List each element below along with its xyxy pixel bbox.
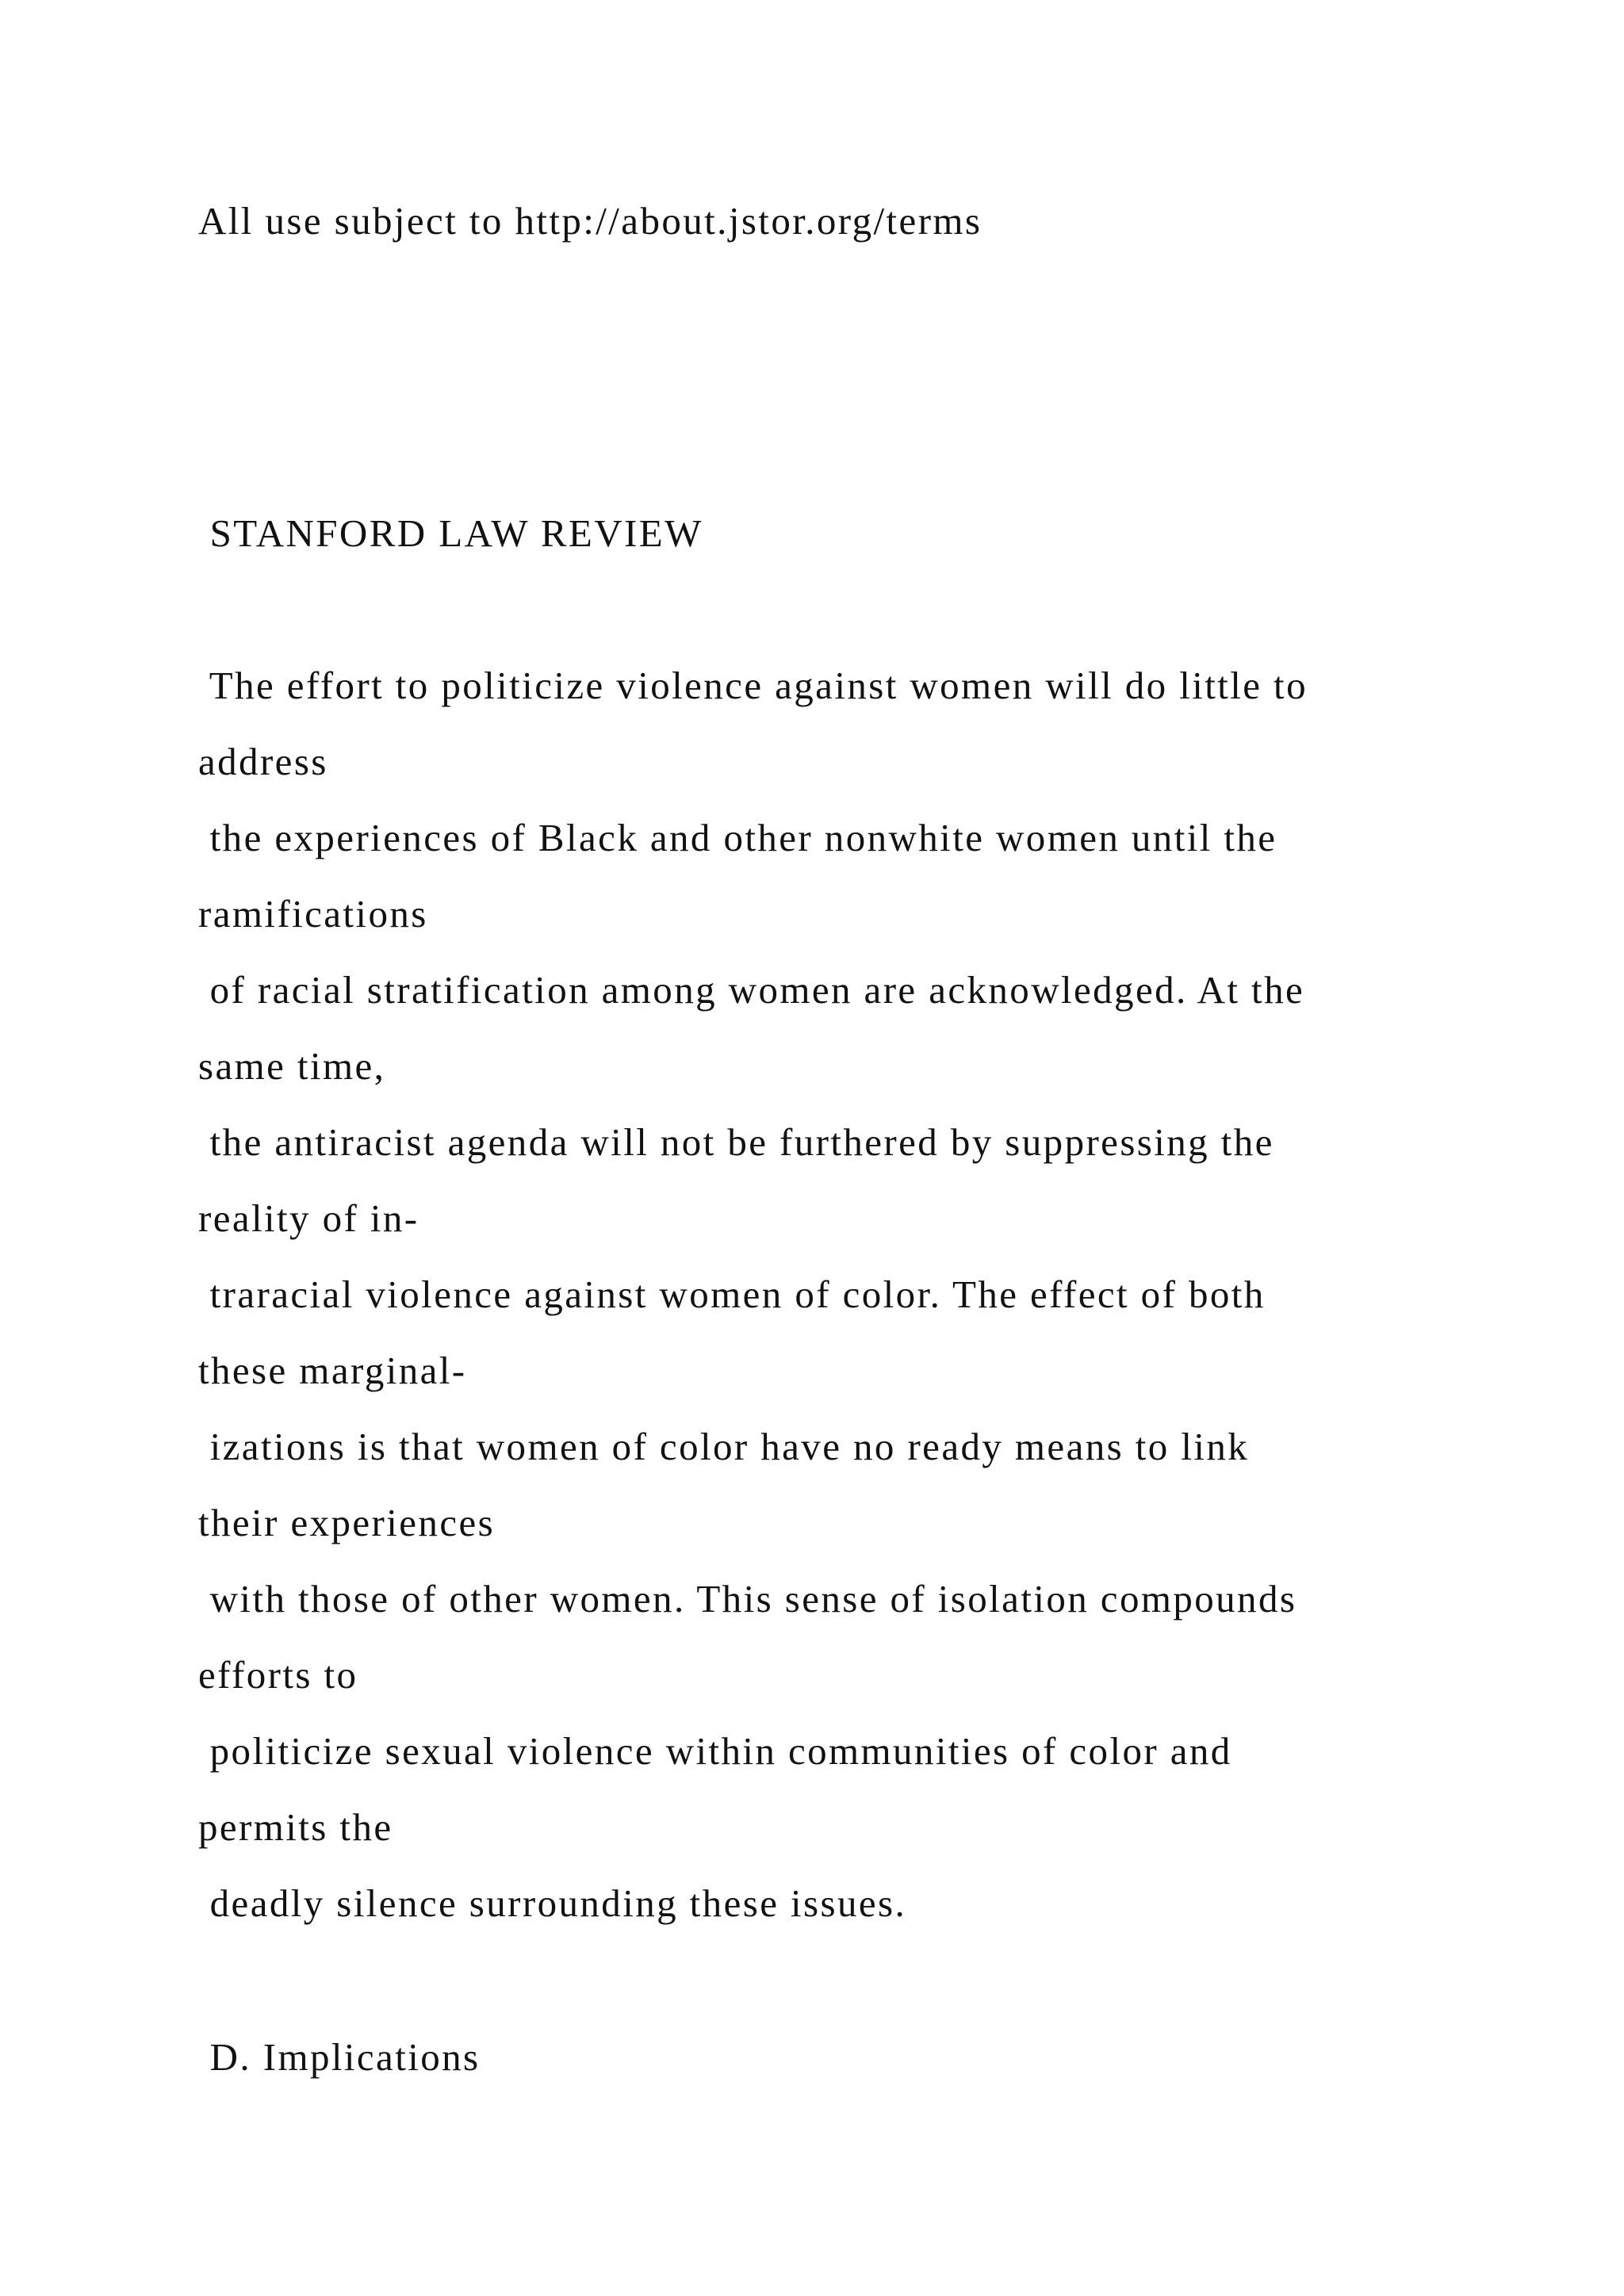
body-line: ramifications bbox=[198, 892, 428, 936]
body-line: deadly silence surrounding these issues. bbox=[198, 1881, 907, 1925]
body-line: address bbox=[198, 740, 328, 783]
body-line: The effort to politicize violence against women will do little to bbox=[198, 664, 1308, 707]
body-line: the antiracist agenda will not be furthered by suppressing the bbox=[198, 1120, 1274, 1164]
body-line: their experiences bbox=[198, 1501, 496, 1544]
body-line: traracial violence against women of color. The effect of both bbox=[198, 1272, 1266, 1316]
body-line: these marginal- bbox=[198, 1349, 467, 1392]
body-line: same time, bbox=[198, 1044, 386, 1088]
body-line: with those of other women. This sense of isolation compounds bbox=[198, 1577, 1297, 1621]
running-header: STANFORD LAW REVIEW bbox=[198, 511, 703, 555]
body-line: efforts to bbox=[198, 1653, 358, 1697]
body-line: politicize sexual violence within communities of color and bbox=[198, 1729, 1232, 1773]
body-line: of racial stratification among women are acknowledged. At the bbox=[198, 968, 1305, 1012]
body-line: reality of in- bbox=[198, 1196, 419, 1240]
terms-line: All use subject to http://about.jstor.org/terms bbox=[198, 199, 982, 243]
body-line: izations is that women of color have no ready means to link bbox=[198, 1425, 1250, 1468]
body-line: permits the bbox=[198, 1805, 393, 1849]
section-heading: D. Implications bbox=[198, 2035, 481, 2079]
body-line: the experiences of Black and other nonwhite women until the bbox=[198, 816, 1277, 859]
